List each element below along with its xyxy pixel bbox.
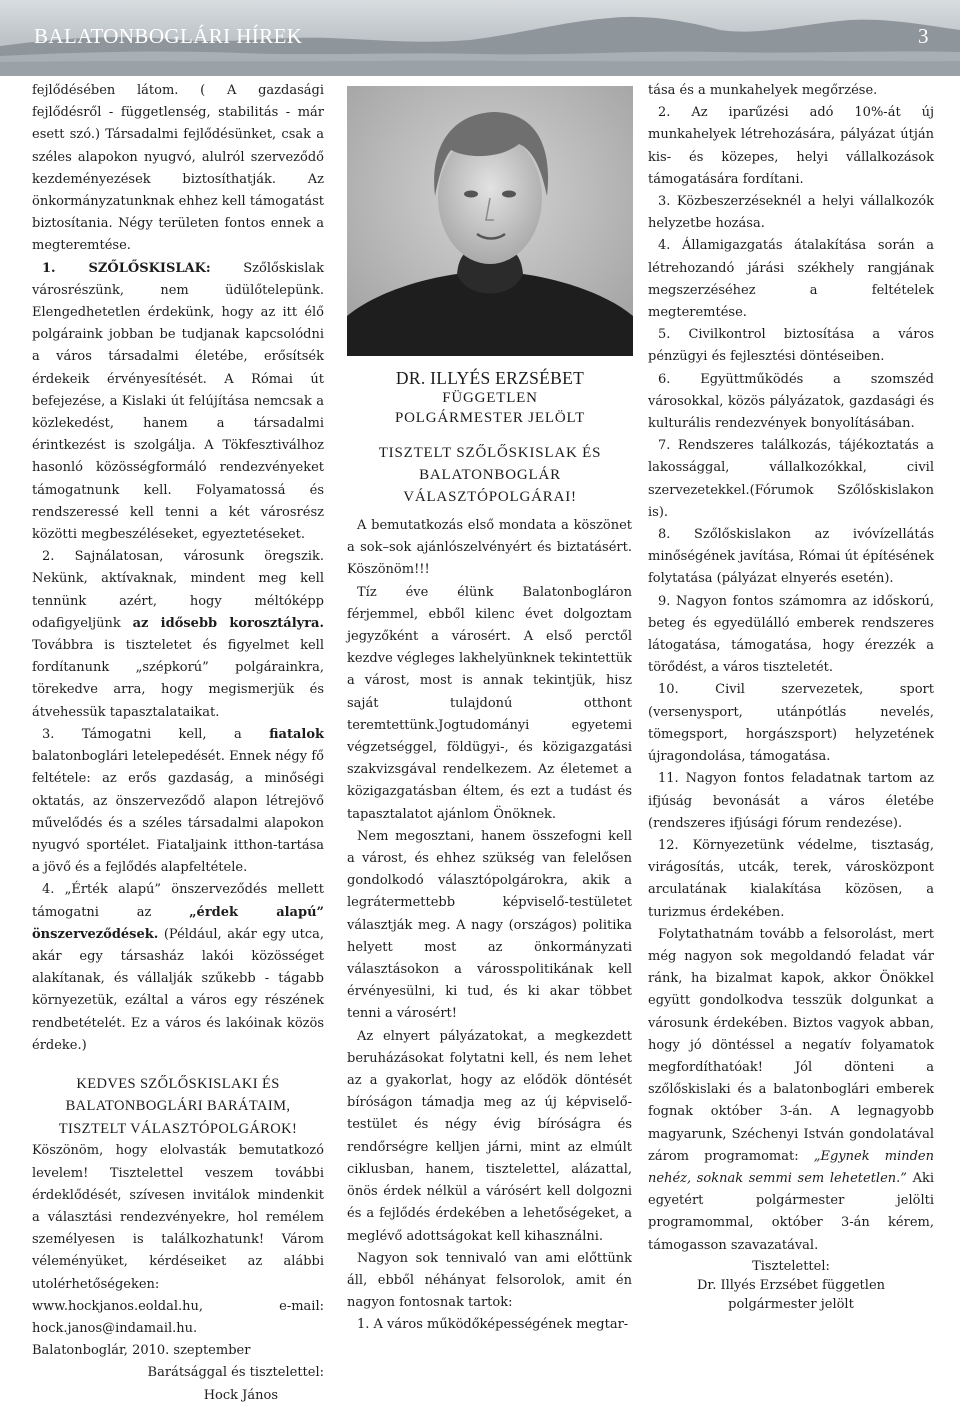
right-column bbox=[648, 80, 934, 1314]
emphasis-fiatalok: fiatalok bbox=[269, 726, 324, 742]
program-item-2: 2. Az iparűzési adó 10%-át új munkahelyek létrehozására, pályázat útján kis- és közepes, helyi vállalkozások támogatására fordítani. bbox=[648, 105, 934, 187]
candidate-caption bbox=[347, 369, 633, 508]
left-heading-line-1: KEDVES SZŐLŐSKISLAKI ÉS bbox=[76, 1075, 280, 1092]
greeting-line-1: TISZTELT SZŐLŐSKISLAK ÉS bbox=[378, 445, 602, 461]
emphasis-idosebb: az idősebb korosztályra. bbox=[132, 615, 325, 631]
left-signature: Hock János bbox=[203, 1387, 278, 1403]
program-item-4: 4. Államigazgatás átalakítása során a létrehozandó járási székhely rangjának megszerzéséhez a feltételek megteremtése. bbox=[648, 238, 934, 321]
left-paragraph-3: 2. Sajnálatosan, városunk öregszik. Nekünk, aktívaknak, mindent meg kell tennünk azért, hogy méltóképp odafigyeljünk az idősebb korosztályra. Továbbra is tiszteletet és figyelmet kell fordítanunk „szépkorú” polgárainkra, törekedve arra, hogy megismerjük és átvehessük tapasztalataikat. bbox=[32, 549, 325, 720]
right-sign-3: polgármester jelölt bbox=[728, 1296, 854, 1312]
emphasis-erdek-alapu: „érdek alapú” önszerveződések. bbox=[32, 904, 324, 942]
middle-paragraph-2: Tíz éve élünk Balatonbogláron férjemmel, ebből kilenc évet dolgoztam jegyzőként a városért. A első perctől kezdve végleges lakhelyünknek tekintettük a várost, most is annak tekintjük, hisz saját tulajdonú otthont teremtettünk.Jogtudományi egyetemi végzetséggel, földügyi-, és közigazgatási szakvizsgával rendelkezem. Az életemet a közigazgatásban éltem, és ezt a tudást és tapasztalatot ajánlom Önöknek. bbox=[347, 584, 632, 822]
greeting-line-2: BALATONBOGLÁR bbox=[419, 467, 561, 483]
middle-paragraph-6: 1. A város működőképességének megtar- bbox=[357, 1317, 629, 1333]
right-sign-2: Dr. Illyés Erzsébet független bbox=[696, 1277, 886, 1293]
candidate-subtitle-2: POLGÁRMESTER JELÖLT bbox=[394, 410, 586, 426]
program-item-10: 10. Civil szervezetek, sport (versenysport, utánpótlás nevelés, tömegsport, horgászsport) helyzetének újragondolása, támogatása. bbox=[648, 682, 934, 765]
left-column bbox=[32, 80, 324, 1407]
program-item-7: 7. Rendszeres találkozás, tájékoztatás a lakossággal, vállalkozókkal, civil szervezetekkel.(Fórumok Szőlőskislakon is). bbox=[648, 438, 934, 520]
publication-title: BALATONBOGLÁRI HÍREK bbox=[34, 24, 303, 48]
left-heading bbox=[32, 1073, 324, 1141]
left-paragraph-2: 1. SZŐLŐSKISLAK: Szőlőskislak városrészünk, nem üdülőtelepünk. Elengedhetetlen érdekünk, hogy az itt élő polgáraink jobban be tudjanak kapcsolódni a város társadalmi életébe, erősítsék érdekeik érvényesítését. A Római út befejezése, a Kislaki út felújítása nemcsak a közlekedést, hanem a társadalmi érintkezést is szolgálja. A Tökfesztiválhoz hasonló közösségformáló rendezvényeket támogatnunk kell. Folyamatossá és rendszeressé kell tenni a két városrész közötti megbeszéléseket, egyeztetéseket. bbox=[32, 260, 324, 543]
middle-paragraph-5: Nagyon sok tennivaló van ami előttünk áll, ebből néhányat felsorolok, amit én nagyon fontosnak tartok: bbox=[347, 1250, 632, 1311]
middle-column bbox=[347, 515, 632, 1337]
middle-paragraph-4: Az elnyert pályázatokat, a megkezdett beruházásokat folytatni kell, és nem lehet az a gyakorlat, hogy az elődök döntését bíróságon támadja meg az új képviselő-testület és négy évig bíróságra és rendőrségre kelljen járni, mint az elmúlt ciklusban, hanem, tisztelettel, alázattal, önös érdek nélkül a várósért kell dolgozni és a fejlődés érdekében a lehetőségeket, a meglévő adottságokat kell kihasználni. bbox=[347, 1028, 632, 1244]
program-item-3: 3. Közbeszerzéseknél a helyi vállalkozók helyzetbe hozása. bbox=[648, 194, 934, 232]
candidate-name: DR. ILLYÉS ERZSÉBET bbox=[395, 368, 585, 388]
middle-paragraph-3: Nem megosztani, hanem összefogni kell a várost, és ehhez szükség van felelősen gondolkodó választópolgárokra, akik a legrátermettebb képviselő-testületet választják meg. A nagy (országos) politika helyett most az önkormányzati választásokon a városspolitikának kell érvényesülni, ki tud, és ki akar többet tenni a városért! bbox=[347, 828, 632, 1022]
candidate-subtitle-1: FÜGGETLEN bbox=[442, 390, 538, 406]
section-label-szoloskislak: 1. SZŐLŐSKISLAK: bbox=[42, 260, 211, 276]
program-item-6: 6. Együttműködés a szomszéd városokkal, közös pályázatok, gazdasági és kulturális rendezvények bonyolításában. bbox=[648, 371, 934, 432]
program-item-9: 9. Nagyon fontos számomra az időskorú, beteg és egyedülálló emberek rendszeres látogatása, támogatása, hogy érezzék a törődést, a város tiszteletét. bbox=[648, 593, 934, 676]
right-sign-1: Tisztelettel: bbox=[752, 1258, 830, 1274]
szechenyi-quote: „Egynek minden nehéz, soknak semmi sem lehetetlen.” bbox=[648, 1148, 934, 1186]
left-paragraph-6: Köszönöm, hogy elolvasták bemutatkozó levelem! Tisztelettel veszem további érdeklődését, szívesen invitálok mindenkit a választási rendezvényekre, hol remélem személyesen is találkozhatunk! Várom véleményüket, kérdéseiket az alábbi utolérhetőségeken: www.hockjanos.eoldal.hu, e-mail: hock.janos@indamail.hu. bbox=[32, 1143, 324, 1337]
left-paragraph-5: 4. „Érték alapú” önszerveződés mellett támogatni az „érdek alapú” önszerveződések. (Például, akár egy utca, akár egy társasház lakói közösséget alakítanak, és vállalják szűkebb - tágabb környezetük, ezáltal a város egy részének rendbetételét. Ez a város és lakóinak közös érdeke.) bbox=[32, 882, 324, 1053]
greeting-line-3: VÁLASZTÓPOLGÁRAI! bbox=[403, 489, 577, 505]
left-heading-line-2: BALATONBOGLÁRI BARÁTAIM, bbox=[65, 1098, 291, 1115]
left-date: Balatonboglár, 2010. szeptember bbox=[32, 1343, 251, 1359]
header-banner bbox=[0, 0, 960, 76]
page-number: 3 bbox=[918, 24, 929, 48]
left-closing: Barátsággal és tisztelettel: bbox=[147, 1365, 324, 1381]
left-paragraph-1: fejlődésében látom. ( A gazdasági fejlődésről - függetlenség, stabilitás - már esett szó.) Társadalmi fejlődésünket, csak a széles alapokon nyugvó, alulról szerveződő kezdeményezések biztosíthatják. Az önkormányzatunknak ehhez kell támogatást biztosítania. Négy területen fontos ennek a megteremtése. bbox=[32, 83, 324, 254]
program-item-8: 8. Szőlőskislakon az ivóvízellátás minőségének javítása, Római út építésének folytatása (pályázat elnyerés esetén). bbox=[648, 527, 934, 587]
program-item-5: 5. Civilkontrol biztosítása a város pénzügyi és fejlesztési döntéseiben. bbox=[648, 327, 934, 365]
candidate-portrait-photo bbox=[347, 86, 633, 356]
right-paragraph-0: tása és a munkahelyek megőrzése. bbox=[648, 83, 878, 98]
left-paragraph-4: 3. Támogatni kell, a fiatalok balatonboglári letelepedését. Ennek négy fő feltétele: az erős gazdaság, a minőségi oktatás, az önszerveződő alapon létrejövő művelődés és a széles társadalmi alapokon nyugvó sportélet. Fiataljaink itthon-tartása a jövő és a fejlődés alapfeltétele. bbox=[32, 726, 324, 876]
program-item-11: 11. Nagyon fontos feladatnak tartom az ifjúság bevonását a város életébe (rendszeres ifjúsági fórum rendezése). bbox=[648, 771, 934, 831]
right-closing-paragraph: Folytathatnám tovább a felsorolást, mert még nagyon sok megoldandó feladat vár ránk, ha bizalmat kapok, akkor Önökkel együtt gondolkodva tesszük dolgunkat a városunk érdekében. Biztos vagyok abban, hogy jó döntéssel a negatív folyamatok megfordíthatóak! Jól dönteni a szőlőskislaki és a balatonboglári emberek fognak október 3-án. A legnagyobb magyarunk, Széchenyi István gondolatával zárom programomat: „Egynek minden nehéz, soknak semmi sem lehetetlen.” Aki egyetért polgármester jelölti programommal, október 3-án kérem, támogasson szavazatával. bbox=[648, 926, 934, 1253]
middle-paragraph-1: A bemutatkozás első mondata a köszönet a sok–sok ajánlószelvényért és biztatásért. Köszönöm!!! bbox=[347, 518, 632, 578]
program-item-12: 12. Környezetünk védelme, tisztaság, virágosítás, utcák, terek, városközpont arculatának kialakítása közösen, a turizmus érdekében. bbox=[648, 837, 934, 920]
left-heading-line-3: TISZTELT VÁLASZTÓPOLGÁROK! bbox=[58, 1120, 298, 1137]
